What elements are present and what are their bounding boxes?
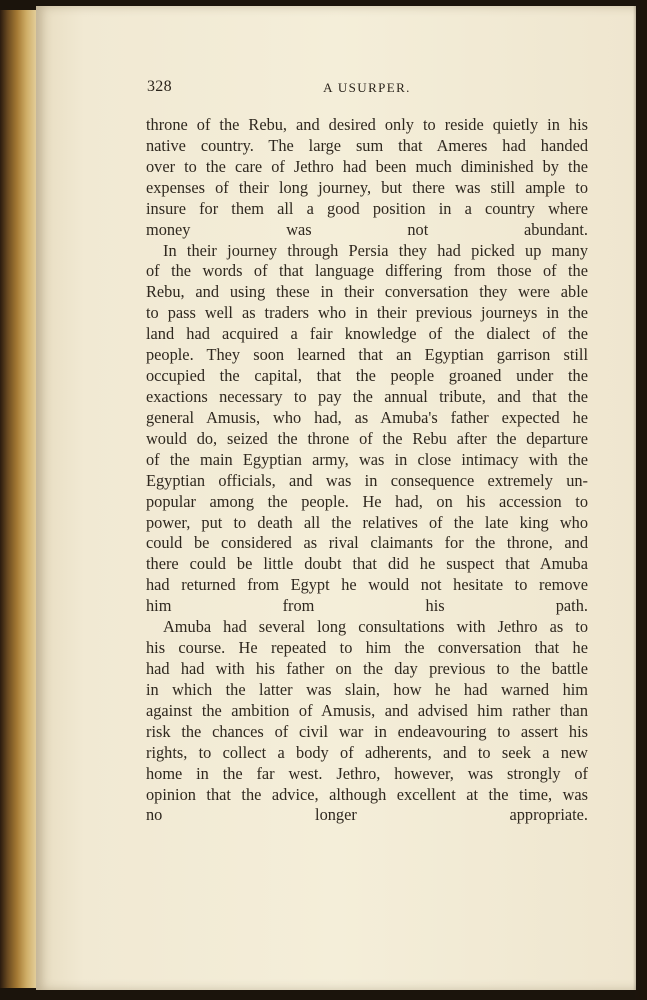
paragraph — [146, 115, 588, 241]
text-line: him from his path. — [146, 596, 588, 616]
text-line: native country. The large sum that Ameres had handed — [146, 135, 588, 155]
text-line: would do, seized the throne of the Rebu after the departure — [146, 428, 588, 448]
page-edge-shadow — [633, 0, 647, 1000]
text-line: to pass well as traders who in their previous journeys in the — [146, 303, 588, 323]
text-line: popular among the people. He had, on his accession to — [146, 491, 588, 511]
text-line: in which the latter was slain, how he had warned him — [146, 679, 588, 699]
text-line: money was not abundant. — [146, 219, 588, 239]
text-line: of the words of that language differing from those of the — [146, 261, 588, 281]
text-line: Amuba had several long consultations with Jethro as to — [163, 617, 588, 637]
book-spine-edge — [0, 10, 38, 988]
paragraph — [146, 617, 588, 826]
text-line: against the ambition of Amusis, and advised him rather than — [146, 700, 588, 720]
text-line: throne of the Rebu, and desired only to reside quietly in his — [146, 115, 588, 134]
body-text — [146, 115, 588, 826]
text-line: over to the care of Jethro had been much diminished by the — [146, 156, 588, 176]
text-line: general Amusis, who had, as Amuba's father expected he — [146, 407, 588, 427]
text-line: insure for them all a good position in a country where — [146, 198, 588, 218]
paragraph — [146, 241, 588, 618]
text-line: of the main Egyptian army, was in close intimacy with the — [146, 449, 588, 469]
page-header — [147, 78, 587, 102]
text-line: risk the chances of civil war in endeavouring to assert his — [146, 721, 588, 741]
text-line: land had acquired a fair knowledge of the dialect of the — [146, 324, 588, 344]
text-line: Rebu, and using these in their conversation they were able — [146, 282, 588, 302]
text-line: opinion that the advice, although excellent at the time, was — [146, 784, 588, 804]
text-line: his course. He repeated to him the conversation that he — [146, 638, 588, 658]
page-number: 328 — [147, 78, 172, 95]
text-line: there could be little doubt that did he suspect that Amuba — [146, 554, 588, 574]
text-line: no longer appropriate. — [146, 805, 588, 825]
text-line: power, put to death all the relatives of the late king who — [146, 512, 588, 532]
text-line: Egyptian officials, and was in consequence extremely un- — [146, 470, 588, 490]
text-line: rights, to collect a body of adherents, and to seek a new — [146, 742, 588, 762]
text-line: people. They soon learned that an Egyptian garrison still — [146, 345, 588, 365]
text-line: expenses of their long journey, but there was still ample to — [146, 177, 588, 197]
text-line: home in the far west. Jethro, however, was strongly of — [146, 763, 588, 783]
text-line: had had with his father on the day previous to the battle — [146, 658, 588, 678]
running-head: A USURPER. — [323, 80, 411, 95]
text-line: had returned from Egypt he would not hesitate to remove — [146, 575, 588, 595]
text-line: exactions necessary to pay the annual tribute, and that the — [146, 386, 588, 406]
text-line: In their journey through Persia they had picked up many — [163, 240, 588, 260]
text-line: could be considered as rival claimants for the throne, and — [146, 533, 588, 553]
text-line: occupied the capital, that the people groaned under the — [146, 366, 588, 386]
